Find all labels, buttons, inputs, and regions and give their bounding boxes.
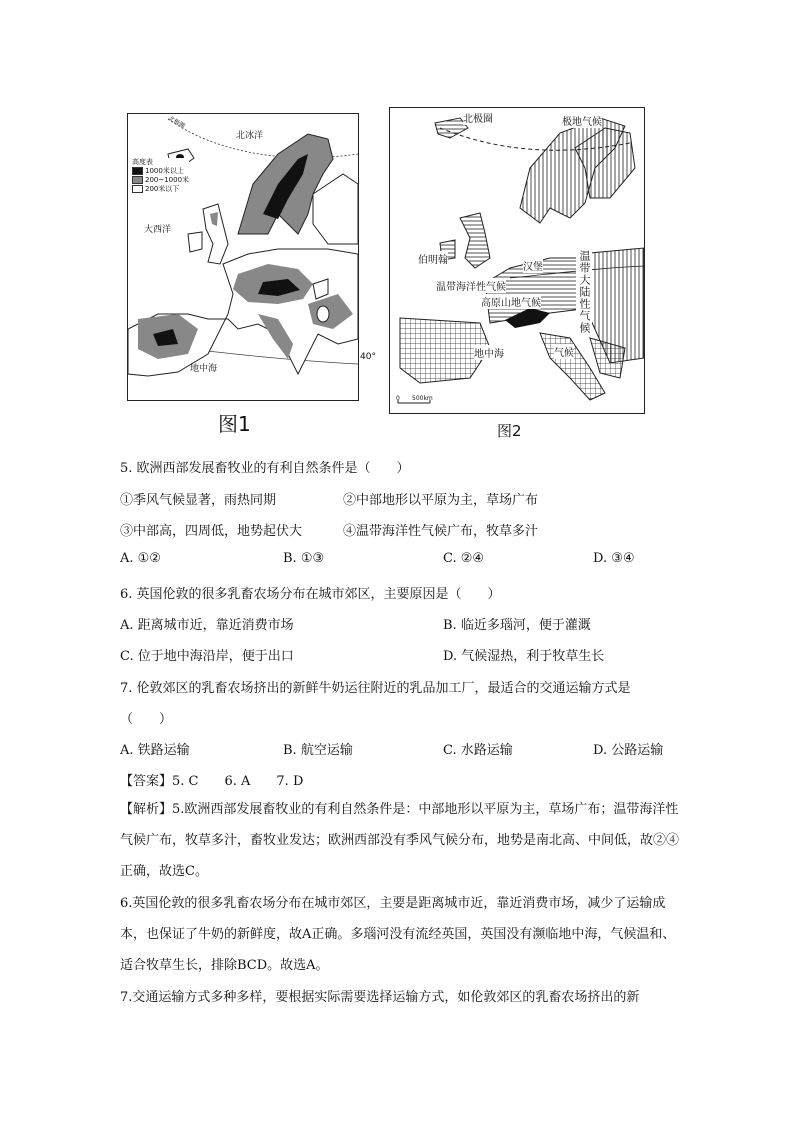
q7-option-a[interactable]: A. 铁路运输 xyxy=(120,743,190,758)
legend-item-low: 200米以下 xyxy=(132,185,189,194)
q5-statement-2: ②中部地形以平原为主，草场广布 xyxy=(343,493,539,508)
q5-option-a[interactable]: A. ①② xyxy=(120,551,161,566)
q6-option-b[interactable]: B. 临近多瑙河，便于灌溉 xyxy=(443,618,591,633)
legend-item-mid: 200~1000米 xyxy=(132,176,189,185)
q6-option-d[interactable]: D. 气候湿热，利于牧草生长 xyxy=(443,649,605,664)
q7-option-c[interactable]: C. 水路运输 xyxy=(443,743,513,758)
q7-option-d[interactable]: D. 公路运输 xyxy=(593,743,664,758)
mediterranean-climate-label: 气候 xyxy=(554,344,574,359)
hamburg-label: 汉堡 xyxy=(523,258,543,273)
answer-line: 【答案】5. C 6. A 7. D xyxy=(120,774,304,789)
question-7-stem: 7. 伦敦郊区的乳畜农场挤出的新鲜牛奶运往附近的乳品加工厂，最适合的交通运输方式是 xyxy=(120,681,631,696)
scale-zero-label: 0 xyxy=(396,395,400,402)
continental-climate-label: 温带大陆性气候 xyxy=(578,250,591,334)
question-7-stem-bracket: （ ） xyxy=(120,712,173,727)
q5-option-d[interactable]: D. ③④ xyxy=(593,551,635,566)
polar-climate-label: 极地气候 xyxy=(562,113,602,128)
elevation-legend xyxy=(132,158,189,194)
analysis-q5: 【解析】5.欧洲西部发展畜牧业的有利自然条件是：中部地形以平原为主，草场广布；温带海洋性气候广布，牧草多汁，畜牧业发达；欧洲西部没有季风气候分布，地势是南北高、中间低，故②④正确，故选C。 xyxy=(120,802,680,879)
mediterranean-sea-label: 地中海 xyxy=(474,345,504,360)
q5-statement-3: ③中部高，四周低，地势起伏大 xyxy=(120,524,303,539)
relief-map-graphic xyxy=(128,114,358,400)
maritime-climate-label: 温带海洋性气候 xyxy=(436,278,506,293)
legend-title: 高度表 xyxy=(132,158,153,166)
birmingham-label: 伯明翰 xyxy=(418,251,448,266)
analysis-q6: 6.英国伦敦的很多乳畜农场分布在城市郊区，主要是距离城市近，靠近消费市场，减少了运输成本，也保证了牛奶的新鲜度，故A正确。多瑙河没有流经英国，英国没有濒临地中海，气候温和、适合牧草生长，排除BCD。故选A。 xyxy=(120,896,676,973)
q5-option-b[interactable]: B. ①③ xyxy=(283,551,325,566)
atlantic-label: 大西洋 xyxy=(144,225,172,235)
q6-option-a[interactable]: A. 距离城市近，靠近消费市场 xyxy=(120,618,294,633)
legend-item-high: 1000米以上 xyxy=(132,167,189,176)
figure-2-map xyxy=(389,107,645,414)
analysis-q7: 7.交通运输方式多种多样，要根据实际需要选择运输方式，如伦敦郊区的乳畜农场挤出的新 xyxy=(120,990,640,1005)
q6-option-c[interactable]: C. 位于地中海沿岸，便于出口 xyxy=(120,649,294,664)
figure-2-caption: 图2 xyxy=(497,422,522,440)
arctic-ocean-label: 北冰洋 xyxy=(236,131,264,141)
mediterranean-label: 地中海 xyxy=(190,364,218,374)
question-5-stem: 5. 欧洲西部发展畜牧业的有利自然条件是（ ） xyxy=(120,461,410,476)
q5-statement-4: ④温带海洋性气候广布，牧草多汁 xyxy=(343,524,539,539)
scale-label: 500km xyxy=(412,395,433,402)
q5-statement-1: ①季风气候显著，雨热同期 xyxy=(120,493,277,508)
arctic-circle-label-2: 北极圈 xyxy=(463,110,493,125)
question-6-stem: 6. 英国伦敦的很多乳畜农场分布在城市郊区，主要原因是（ ） xyxy=(120,587,501,602)
arctic-circle-label: 北极圈 xyxy=(166,114,187,130)
lat-40-label: 40° xyxy=(360,352,376,362)
figure-1-caption: 图1 xyxy=(218,412,251,436)
highland-climate-label: 高原山地气候 xyxy=(481,294,541,309)
figure-1-map xyxy=(127,113,376,401)
q5-option-c[interactable]: C. ②④ xyxy=(443,551,485,566)
q7-option-b[interactable]: B. 航空运输 xyxy=(283,743,353,758)
